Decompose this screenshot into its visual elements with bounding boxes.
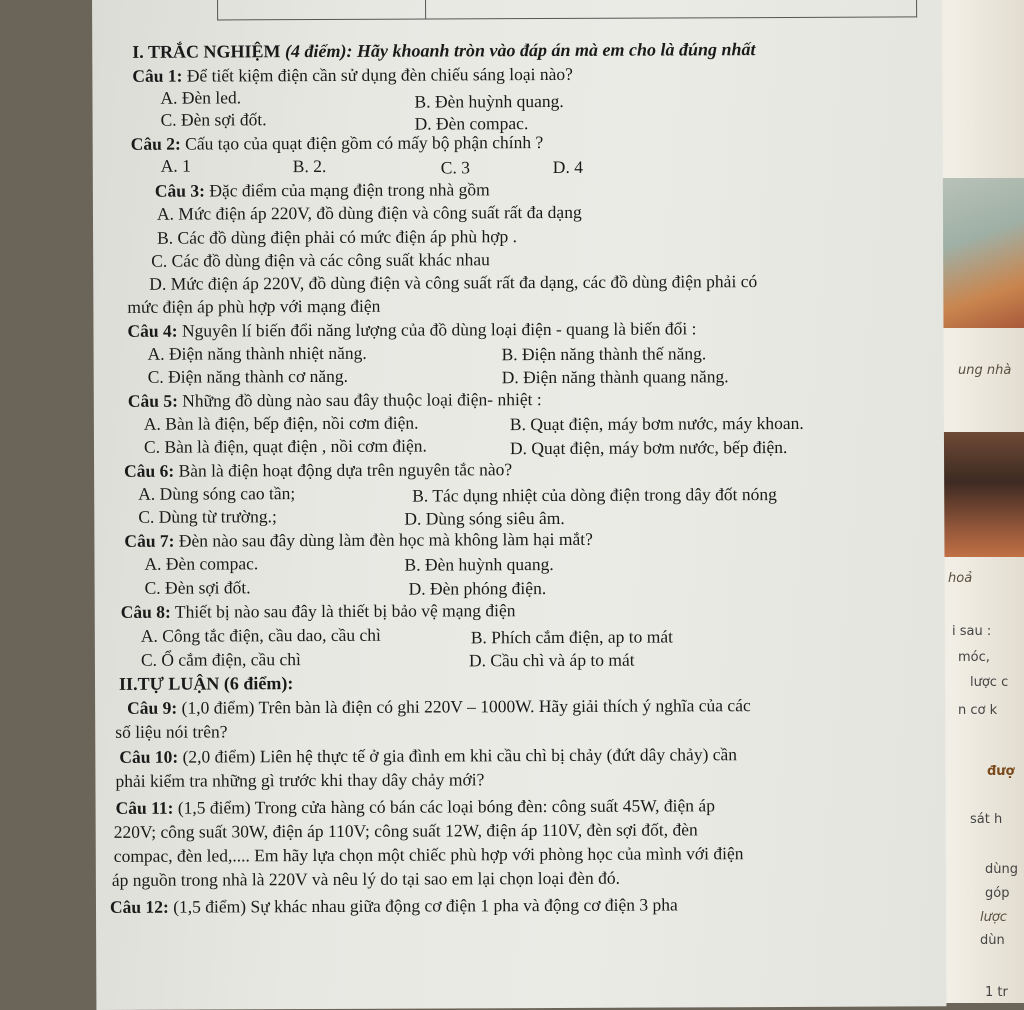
question-12 — [110, 894, 678, 916]
background-text-fragment: 1 tr — [985, 985, 1008, 1000]
answer-c[interactable]: C. Bàn là điện, quạt điện , nồi cơm điện. — [143, 435, 427, 457]
question-label: Câu 8: — [120, 601, 171, 622]
answer-a[interactable]: A. Bàn là điện, bếp điện, nồi cơm điện. — [143, 412, 419, 434]
question-label: Câu 5: — [127, 390, 178, 411]
question-label: Câu 11: — [115, 797, 174, 818]
answer-d[interactable]: D. Quạt điện, máy bơm nước, bếp điện. — [509, 436, 788, 459]
header-table — [217, 0, 917, 20]
answer-c[interactable]: C. Điện năng thành cơ năng. — [147, 365, 348, 387]
question-text: Thiết bị nào sau đây là thiết bị bảo vệ mạng điện — [174, 600, 516, 622]
answer-a[interactable]: A. 1 — [160, 155, 191, 176]
section-1-instructions: (4 điểm): Hãy khoanh tròn vào đáp án mà em cho là đúng nhất — [284, 39, 756, 62]
question-text: (1,0 điểm) Trên bàn là điện có ghi 220V – 1000W. Hãy giải thích ý nghĩa của các — [181, 695, 751, 718]
background-text-fragment: góp — [985, 886, 1010, 901]
background-text-fragment: đượ — [987, 764, 1015, 779]
answer-b[interactable]: B. Đèn huỳnh quang. — [414, 90, 564, 112]
section-2-title: II.TỰ LUẬN (6 điểm): — [118, 673, 294, 694]
answer-d[interactable]: D. Cầu chì và áp to mát — [468, 649, 635, 671]
answer-d[interactable]: D. Mức điện áp 220V, đồ dùng điện và công suất rất đa dạng, các đồ dùng điện phải có — [149, 271, 758, 294]
background-text-fragment: dùng — [985, 862, 1018, 877]
answer-c[interactable]: C. 3 — [440, 157, 471, 178]
answer-a[interactable]: A. Công tắc điện, cầu dao, cầu chì — [140, 624, 381, 646]
answer-c[interactable]: C. Dùng từ trường.; — [138, 506, 277, 527]
question-text: Để tiết kiệm điện cần sử dụng đèn chiếu sáng loại nào? — [186, 63, 573, 86]
question-label: Câu 4: — [127, 320, 178, 341]
question-text: Đặc điểm của mạng điện trong nhà gồm — [209, 179, 490, 201]
question-text: (1,5 điểm) Trong cửa hàng có bán các loại bóng đèn: công suất 45W, điện áp — [177, 795, 715, 818]
answer-b[interactable]: B. Các đồ dùng điện phải có mức điện áp phù hợp . — [157, 226, 518, 248]
question-label: Câu 7: — [124, 530, 175, 551]
question-label: Câu 3: — [154, 180, 205, 201]
question-text-continued: số liệu nói trên? — [115, 721, 228, 742]
question-2 — [131, 132, 544, 154]
section-1-heading — [132, 39, 755, 62]
question-5 — [128, 389, 542, 411]
exam-sheet — [92, 0, 946, 1010]
question-label: Câu 12: — [109, 896, 169, 917]
answer-d[interactable]: D. Đèn phóng điện. — [408, 578, 547, 599]
background-text-fragment: n cơ k — [958, 703, 998, 718]
answer-b[interactable]: B. 2. — [292, 155, 327, 177]
question-text-continued: compac, đèn led,.... Em hãy lựa chọn một chiếc phù hợp với phòng học của mình với điện — [113, 843, 744, 866]
question-text: Cấu tạo của quạt điện gồm có mấy bộ phận chính ? — [185, 132, 544, 154]
question-9 — [127, 695, 751, 718]
background-photo-structure — [938, 178, 1024, 328]
question-label: Câu 2: — [130, 133, 181, 154]
answer-c[interactable]: C. Các đồ dùng điện và các công suất khác nhau — [151, 249, 490, 271]
background-text-fragment: móc, — [958, 650, 990, 665]
background-text-fragment: ung nhà — [958, 363, 1012, 378]
background-text-fragment: lược — [980, 910, 1007, 925]
question-text: (2,0 điểm) Liên hệ thực tế ở gia đình em khi cầu chì bị chảy (đứt dây chảy) cần — [182, 744, 738, 767]
answer-d[interactable]: D. Điện năng thành quang năng. — [501, 366, 729, 388]
question-4 — [127, 318, 696, 340]
answer-b[interactable]: B. Phích cắm điện, ap to mát — [470, 626, 674, 648]
question-text-continued: 220V; công suất 30W, điện áp 110V; công suất 12W, điện áp 110V, đèn sợi đốt, đèn — [113, 819, 698, 842]
answer-d[interactable]: D. 4 — [552, 156, 583, 177]
question-text: Nguyên lí biến đổi năng lượng của đồ dùng loại điện - quang là biến đổi : — [181, 318, 697, 341]
answer-a[interactable]: A. Dùng sóng cao tần; — [138, 483, 296, 504]
answer-c[interactable]: C. Đèn sợi đốt. — [160, 109, 267, 130]
background-text-fragment: i sau : — [952, 624, 992, 639]
question-label: Câu 1: — [132, 65, 183, 86]
question-3 — [155, 179, 490, 200]
background-text-fragment: dùn — [980, 933, 1005, 948]
question-text: Những đồ dùng nào sau đây thuộc loại điện- nhiệt : — [182, 389, 542, 411]
question-8 — [121, 600, 516, 622]
background-text-fragment: hoả — [948, 571, 973, 586]
answer-c[interactable]: C. Đèn sợi đốt. — [144, 577, 251, 598]
question-text: Đèn nào sau đây dùng làm đèn học mà không làm hại mắt? — [178, 528, 593, 551]
question-text: Bàn là điện hoạt động dựa trên nguyên tắc nào? — [178, 459, 513, 481]
question-text-continued: áp nguồn trong nhà là 220V và nêu lý do tại sao em lại chọn loại đèn đó. — [111, 867, 620, 890]
answer-a[interactable]: A. Mức điện áp 220V, đồ dùng điện và công suất rất đa dạng — [156, 201, 582, 224]
answer-a[interactable]: A. Đèn compac. — [144, 553, 259, 574]
answer-b[interactable]: B. Đèn huỳnh quang. — [404, 553, 554, 575]
question-label: Câu 10: — [119, 746, 179, 767]
answer-d[interactable]: D. Đèn compac. — [414, 113, 529, 134]
answer-b[interactable]: B. Quạt điện, máy bơm nước, máy khoan. — [509, 412, 804, 435]
answer-b[interactable]: B. Tác dụng nhiệt của dòng điện trong dây đốt nóng — [412, 484, 777, 506]
question-10 — [119, 744, 737, 767]
answer-d[interactable]: D. Dùng sóng siêu âm. — [404, 507, 565, 529]
background-text-fragment: sát h — [970, 812, 1003, 827]
answer-a[interactable]: A. Điện năng thành nhiệt năng. — [147, 342, 367, 364]
question-label: Câu 9: — [127, 697, 178, 718]
question-6 — [124, 459, 512, 481]
question-text-continued: phải kiểm tra những gì trước khi thay dây chảy mới? — [115, 769, 485, 791]
answer-a[interactable]: A. Đèn led. — [160, 87, 242, 108]
background-photo-machine — [938, 432, 1024, 557]
answer-d-continued: mức điện áp phù hợp với mạng điện — [127, 295, 381, 317]
header-table-divider — [425, 0, 426, 20]
question-7 — [124, 529, 593, 551]
question-11 — [116, 795, 715, 818]
answer-b[interactable]: B. Điện năng thành thế năng. — [501, 343, 707, 365]
question-label: Câu 6: — [124, 460, 175, 481]
question-text: (1,5 điểm) Sự khác nhau giữa động cơ điện 1 pha và động cơ điện 3 pha — [173, 894, 678, 917]
question-1 — [132, 64, 573, 86]
answer-c[interactable]: C. Ổ cắm điện, cầu chì — [140, 649, 301, 670]
background-text-fragment: lược c — [970, 675, 1009, 690]
section-1-title: I. TRẮC NGHIỆM — [132, 41, 281, 62]
